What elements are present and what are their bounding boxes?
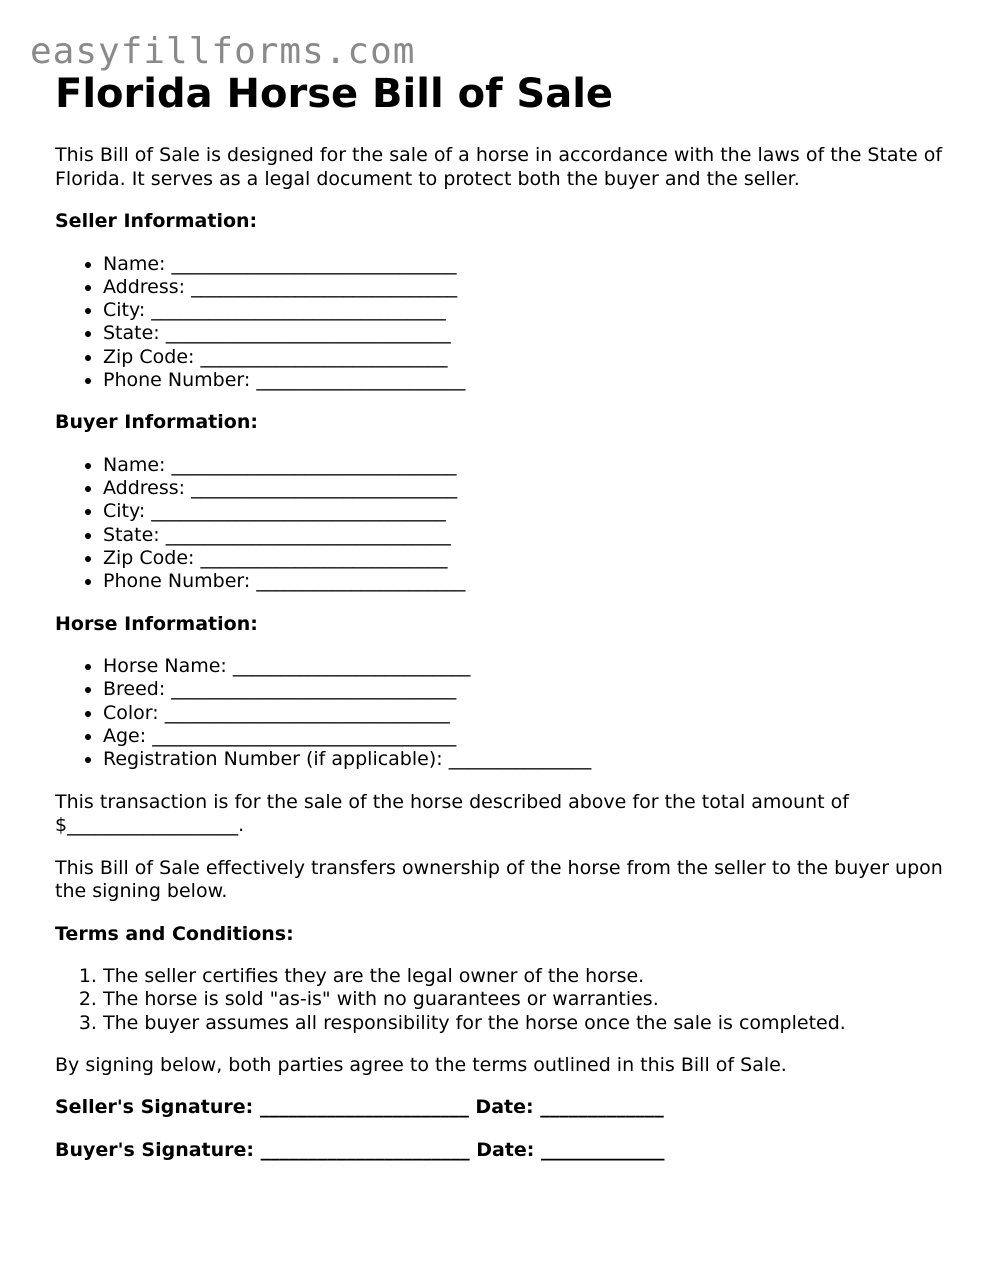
seller-address-field: • Address: ____________________________ [103,276,945,299]
watermark: easyfillforms.com [30,31,416,72]
buyer-state-field: • State: ______________________________ [103,524,945,547]
terms-heading: Terms and Conditions: [55,922,294,945]
terms-item-ownership: 1. The seller certifies they are the legal owner of the horse. [103,965,945,988]
seller-city-field: • City: _______________________________ [103,299,945,322]
horse-color-field: • Color: ______________________________ [103,702,945,725]
horse-age-field: • Age: ________________________________ [103,725,945,748]
buyer-zip-field: • Zip Code: __________________________ [103,547,945,570]
seller-signature-line: Seller's Signature: ______________________ Date: _____________ [55,1096,664,1119]
seller-fields [55,253,945,393]
intro-paragraph: This Bill of Sale is designed for the sale of a horse in accordance with the laws of the State of Florida. It serves as a legal document to protect both the buyer and the seller. [55,144,943,190]
horse-registration-field: • Registration Number (if applicable): _______________ [103,748,945,771]
terms-list [55,965,945,1035]
terms-item-responsibility: 3. The buyer assumes all responsibility for the horse once the sale is completed. [103,1012,945,1035]
seller-zip-field: • Zip Code: __________________________ [103,346,945,369]
buyer-phone-field: • Phone Number: ______________________ [103,570,945,593]
transfer-paragraph: This Bill of Sale effectively transfers ownership of the horse from the seller to the buyer upon the signing below. [55,856,943,903]
seller-phone-field: • Phone Number: ______________________ [103,369,945,392]
horse-fields [55,655,945,771]
buyer-address-field: • Address: ____________________________ [103,477,945,500]
seller-heading: Seller Information: [55,210,258,232]
terms-item-as-is: 2. The horse is sold "as-is" with no guarantees or warranties. [103,988,945,1011]
horse-breed-field: • Breed: ______________________________ [103,678,945,701]
buyer-city-field: • City: _______________________________ [103,500,945,523]
buyer-name-field: • Name: ______________________________ [103,454,945,477]
agreement-paragraph: By signing below, both parties agree to the terms outlined in this Bill of Sale. [55,1053,787,1076]
seller-name-field: • Name: ______________________________ [103,253,945,276]
seller-state-field: • State: ______________________________ [103,322,945,345]
amount-paragraph: This transaction is for the sale of the horse described above for the total amount of $__________________. [55,790,849,837]
horse-name-field: • Horse Name: _________________________ [103,655,945,678]
horse-heading: Horse Information: [55,612,258,635]
document [55,68,945,1163]
buyer-fields [55,454,945,594]
document-title: Florida Horse Bill of Sale [55,71,614,117]
buyer-heading: Buyer Information: [55,411,258,434]
buyer-signature-line: Buyer's Signature: ______________________ Date: _____________ [55,1139,665,1162]
